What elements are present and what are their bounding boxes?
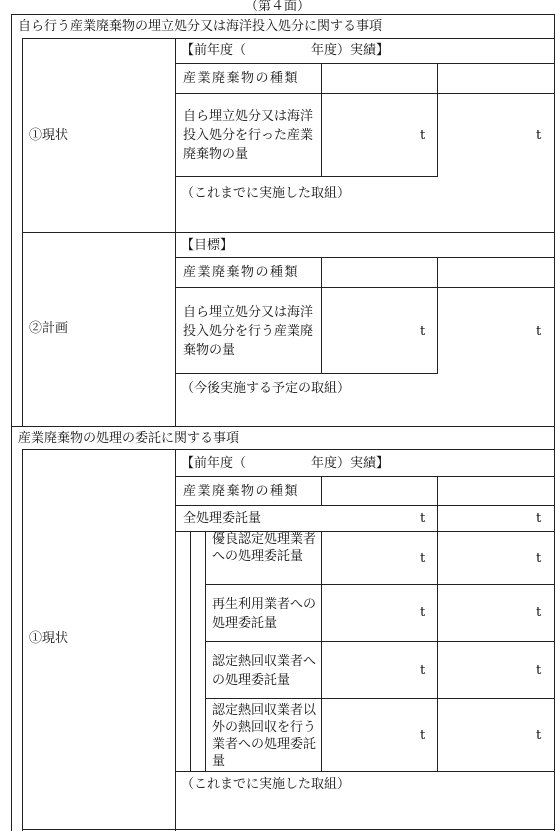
section1-record-header: 【前年度（ 年度）実績】 [181,43,390,58]
section2-sub-row-label: 認定熱回収業者以外の熱回収を行う業者への処理委託量 [212,703,317,769]
section1-efforts-label: （これまでに実施した取組） [181,186,351,201]
section2-sub-row-unit: t [420,663,426,678]
section1-plan-label: ②計画 [29,321,69,336]
rule [22,449,23,831]
section2-sub-row-unit: t [420,551,426,566]
section2-type-label: 産業廃棄物の種類 [183,484,300,499]
rule [22,38,555,39]
rule [176,771,555,772]
section1-goal-header: 【目標】 [181,238,234,253]
rule [321,531,322,771]
section1-plan-unit-2: t [536,324,542,339]
rule [321,476,322,505]
rule [176,373,438,374]
rule [437,476,438,771]
section1-current-label: ①現状 [29,128,69,143]
rule [22,829,555,830]
rule [11,14,555,15]
section1-plan-amount-label: 自ら埋立処分又は海洋投入処分を行う産業廃棄物の量 [183,305,314,358]
section2-sub-row-unit: t [536,605,542,620]
rule [22,232,555,233]
rule [437,63,438,176]
rule [176,505,555,506]
rule [437,257,438,373]
rule [206,698,555,699]
section1-amount-label: 自ら埋立処分又は海洋投入処分を行った産業廃棄物の量 [183,109,314,162]
rule [22,38,23,426]
rule [11,426,555,427]
rule [206,584,555,585]
section2-title: 産業廃棄物の処理の委託に関する事項 [18,431,240,446]
rule [176,176,438,177]
section2-total-unit-1: t [420,511,426,526]
section2-sub-row-label: 認定熱回収業者への処理委託量 [212,654,317,688]
section1-plan-type-label: 産業廃棄物の種類 [183,265,300,280]
rule [206,641,555,642]
rule [205,531,206,771]
section2-sub-row-label: 再生利用業者への処理委託量 [212,597,317,631]
rule [176,287,555,288]
rule [176,257,555,258]
section2-sub-row-unit: t [420,728,426,743]
rule [190,531,191,771]
rule [321,257,322,373]
section2-total-label: 全処理委託量 [183,511,262,526]
rule [11,14,12,831]
rule [175,38,176,426]
section2-sub-row-unit: t [536,728,542,743]
section2-record-header: 【前年度（ 年度）実績】 [181,456,390,471]
rule [176,63,555,64]
rule [22,449,555,450]
section2-sub-row-unit: t [536,663,542,678]
section2-sub-row-unit: t [536,551,542,566]
rule [176,93,555,94]
page-label: （第４面） [244,0,310,14]
section1-plan-unit-1: t [420,324,426,339]
section2-current-label: ①現状 [29,631,69,646]
section1-type-label: 産業廃棄物の種類 [183,71,300,86]
section2-total-unit-2: t [536,511,542,526]
section2-sub-row-unit: t [420,605,426,620]
section1-title: 自ら行う産業廃棄物の埋立処分又は海洋投入処分に関する事項 [18,19,383,34]
rule [175,449,176,831]
section1-plan-efforts-label: （今後実施する予定の取組） [181,381,351,396]
section1-amount-unit-1: t [420,128,426,143]
section2-sub-row-label: 優良認定処理業者への処理委託量 [212,532,317,564]
rule [321,63,322,176]
rule [176,476,555,477]
section1-amount-unit-2: t [536,128,542,143]
section2-efforts-label: （これまでに実施した取組） [181,777,351,792]
